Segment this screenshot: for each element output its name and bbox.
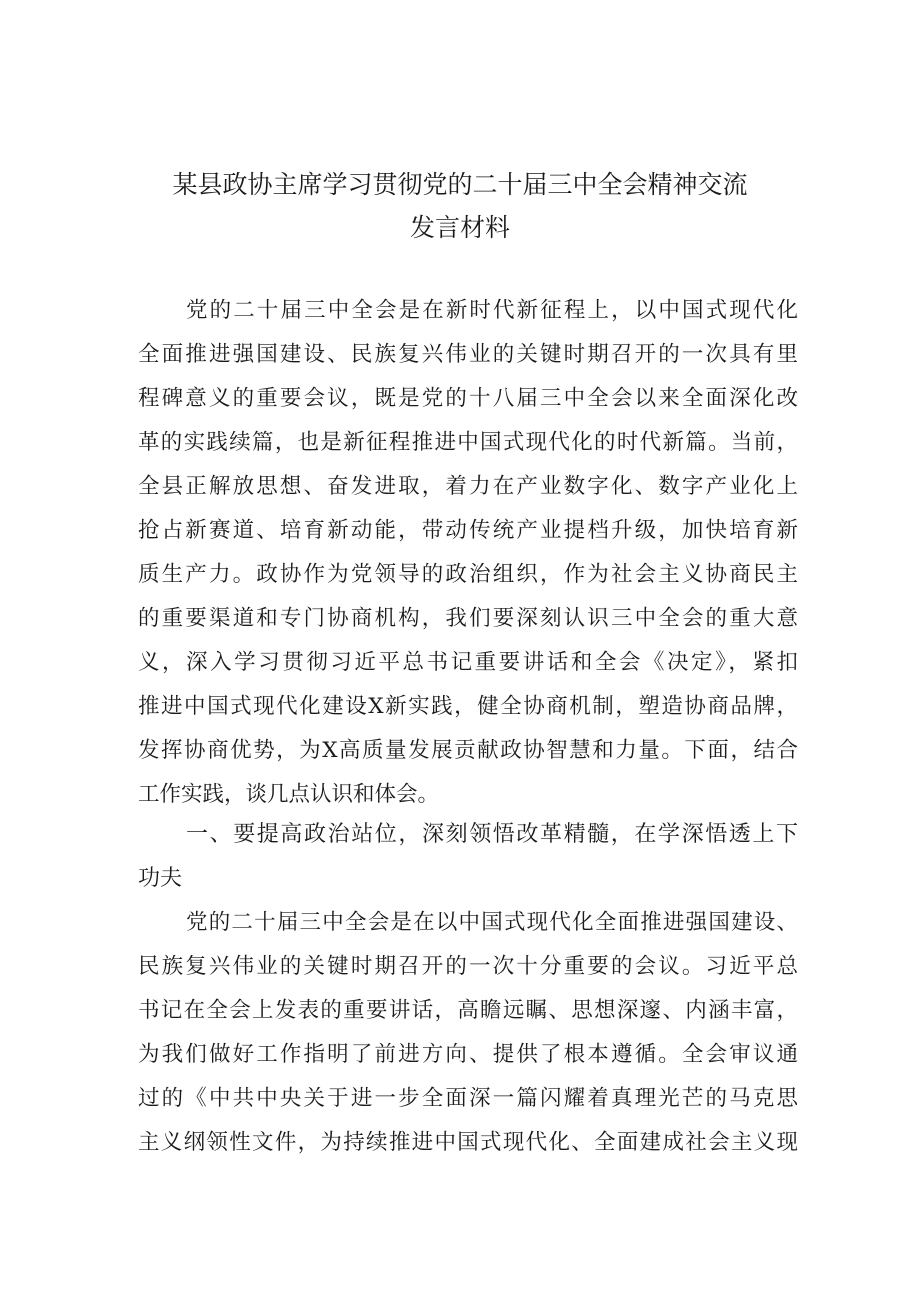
paragraph-2-line: 主义纲领性文件，为持续推进中国式现代化、全面建成社会主义现: [138, 1130, 798, 1155]
paragraph-1-line: 义，深入学习贯彻习近平总书记重要讲话和全会《决定》，紧扣: [138, 650, 798, 675]
paragraph-1-line: 发挥协商优势，为X高质量发展贡献政协智慧和力量。下面，结合: [138, 738, 798, 763]
paragraph-2-line: 民族复兴伟业的关键时期召开的一次十分重要的会议。习近平总: [138, 954, 798, 979]
section-heading-line-1: 一、要提高政治站位，深刻领悟改革精髓，在学深悟透上下: [186, 822, 798, 847]
paragraph-2-line: 过的《中共中央关于进一步全面深一篇闪耀着真理光芒的马克思: [138, 1086, 798, 1111]
paragraph-1-line: 质生产力。政协作为党领导的政治组织，作为社会主义协商民主: [138, 562, 798, 587]
paragraph-1-line: 全面推进强国建设、民族复兴伟业的关键时期召开的一次具有里: [138, 342, 798, 367]
paragraph-1-line: 程碑意义的重要会议，既是党的十八届三中全会以来全面深化改: [138, 386, 798, 411]
paragraph-1-line: 推进中国式现代化建设X新实践，健全协商机制，塑造协商品牌，: [138, 694, 798, 719]
paragraph-1-line: 全县正解放思想、奋发进取，着力在产业数字化、数字产业化上: [138, 474, 798, 499]
paragraph-2-line: 书记在全会上发表的重要讲话，高瞻远瞩、思想深邃、内涵丰富，: [138, 998, 798, 1023]
paragraph-1-line: 抢占新赛道、培育新动能，带动传统产业提档升级，加快培育新: [138, 518, 798, 543]
document-title-line-2: 发言材料: [409, 213, 510, 242]
paragraph-1-line: 党的二十届三中全会是在新时代新征程上，以中国式现代化: [186, 298, 798, 323]
section-heading-line-2: 功夫: [138, 866, 183, 891]
paragraph-1-line: 革的实践续篇，也是新征程推进中国式现代化的时代新篇。当前，: [138, 430, 798, 455]
paragraph-1-line: 的重要渠道和专门协商机构，我们要深刻认识三中全会的重大意: [138, 606, 798, 631]
paragraph-2-line: 党的二十届三中全会是在以中国式现代化全面推进强国建设、: [186, 910, 798, 935]
paragraph-1-line: 工作实践，谈几点认识和体会。: [138, 782, 440, 807]
document-title-line-1: 某县政协主席学习贯彻党的二十届三中全会精神交流: [172, 170, 748, 199]
paragraph-2-line: 为我们做好工作指明了前进方向、提供了根本遵循。全会审议通: [138, 1042, 798, 1067]
